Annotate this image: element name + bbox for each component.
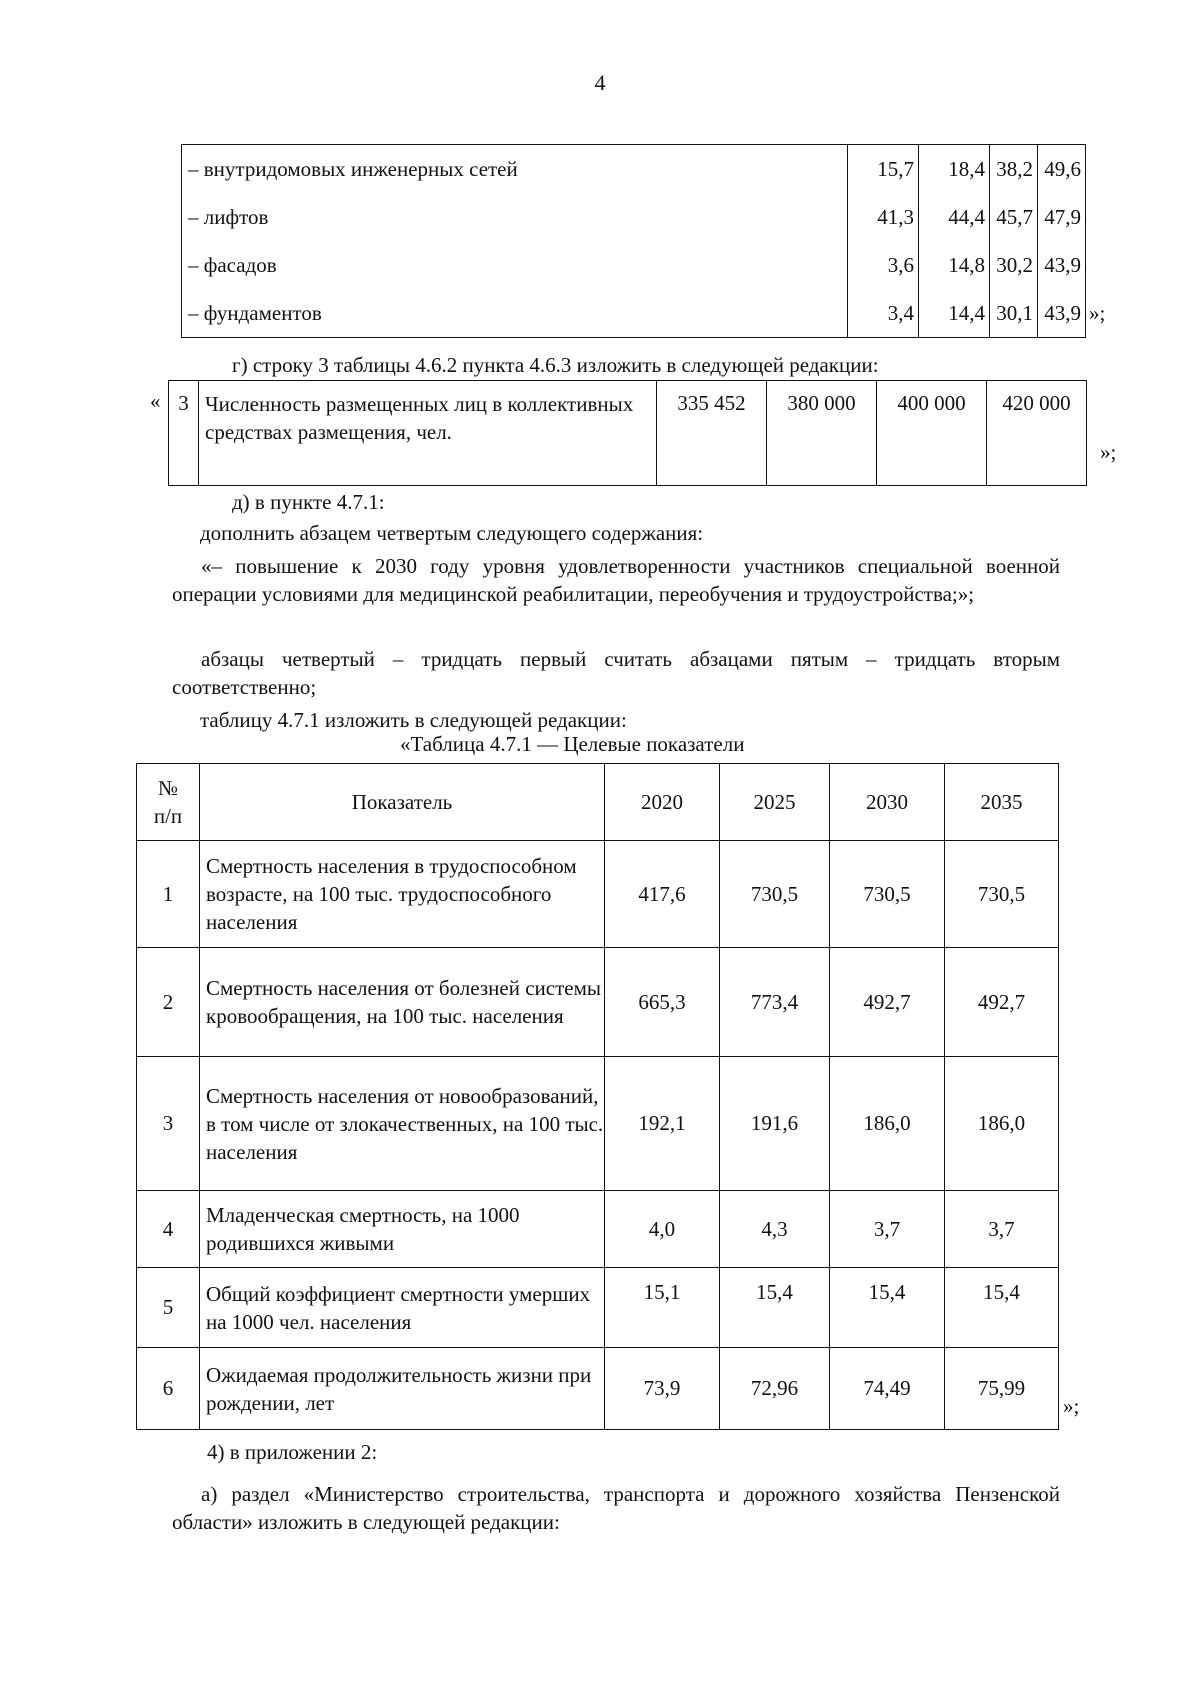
cell-value: 186,0 [830,1057,945,1191]
cell-value: 492,7 [945,948,1059,1057]
cell-value: 492,7 [830,948,945,1057]
cell-value: 43,9 [1038,241,1086,289]
cell-value: 335 452 [657,381,767,486]
cell-value: 18,4 [919,145,990,194]
cell-value: 3,6 [848,241,919,289]
target-indicators-table [136,763,1059,1430]
table-row [182,241,1086,289]
table-row [182,193,1086,241]
table-row [182,145,1086,194]
item-a-paragraph: а) раздел «Министерство строительства, транспорта и дорожного хозяйства Пензенской области» изложить в следующей редакции: [172,1482,1060,1534]
table-row [137,1057,1059,1191]
cell-value: 44,4 [919,193,990,241]
cell-value: 38,2 [990,145,1038,194]
row-number: 2 [137,948,200,1057]
cell-value: 15,4 [830,1268,945,1348]
row-label: – фасадов [182,241,848,289]
item-g-text: г) строку 3 таблицы 4.6.2 пункта 4.6.3 изложить в следующей редакции: [232,353,879,377]
header-year: 2020 [605,764,720,841]
cell-value: 14,4 [919,289,990,338]
cell-value: 72,96 [720,1348,830,1430]
table-row [137,1268,1059,1348]
cell-value: 4,0 [605,1191,720,1268]
cell-value: 49,6 [1038,145,1086,194]
cell-value: 30,2 [990,241,1038,289]
cell-value: 73,9 [605,1348,720,1430]
cell-value: 15,7 [848,145,919,194]
row-label: – фундаментов [182,289,848,338]
cell-value: 186,0 [945,1057,1059,1191]
row-label: Ожидаемая продолжительность жизни при рождении, лет [200,1348,605,1430]
table-row [137,1191,1059,1268]
cell-value: 3,4 [848,289,919,338]
row-label: Общий коэффициент смертности умерших на 1000 чел. населения [200,1268,605,1348]
header-year: 2025 [720,764,830,841]
row-label: Смертность населения от болезней системы кровообращения, на 100 тыс. населения [200,948,605,1057]
row-label: – внутридомовых инженерных сетей [182,145,848,194]
open-quote: « [150,389,161,413]
header-num: № п/п [137,764,200,841]
cell-value: 41,3 [848,193,919,241]
row-number: 1 [137,841,200,948]
row-number: 3 [169,381,199,486]
cell-value: 4,3 [720,1191,830,1268]
cell-value: 75,99 [945,1348,1059,1430]
cell-value: 191,6 [720,1057,830,1191]
cell-value: 3,7 [945,1191,1059,1268]
cell-value: 43,9 [1038,289,1086,338]
row-number: 4 [137,1191,200,1268]
table-title: «Таблица 4.7.1 — Целевые показатели [400,732,745,756]
cell-value: 400 000 [877,381,987,486]
cell-value: 773,4 [720,948,830,1057]
page-number: 4 [594,70,606,95]
item-4-text: 4) в приложении 2: [207,1440,378,1464]
cell-value: 192,1 [605,1057,720,1191]
cell-value: 730,5 [945,841,1059,948]
close-quote: »; [1089,301,1106,325]
renumber-paragraph: абзацы четвертый – тридцать первый считать абзацами пятым – тридцать вторым соответственно; [172,647,1060,699]
quote-paragraph: «– повышение к 2030 году уровня удовлетворенности участников специальной военной операции условиями для медицинской реабилитации, переобучения и трудоустройства;»; [172,554,1060,606]
close-quote: »; [1100,440,1117,464]
row-number: 5 [137,1268,200,1348]
cell-value: 15,1 [605,1268,720,1348]
cell-value: 45,7 [990,193,1038,241]
row3-table [168,380,1087,486]
header-year: 2030 [830,764,945,841]
row-label: – лифтов [182,193,848,241]
row-label: Младенческая смертность, на 1000 родившихся живыми [200,1191,605,1268]
cell-value: 730,5 [830,841,945,948]
cell-value: 417,6 [605,841,720,948]
supplement-text: дополнить абзацем четвертым следующего содержания: [200,521,704,545]
table-row [169,381,1087,486]
header-year: 2035 [945,764,1059,841]
cell-value: 380 000 [767,381,877,486]
cell-value: 14,8 [919,241,990,289]
item-d-text: д) в пункте 4.7.1: [232,490,385,514]
row-label: Смертность населения от новообразований, в том числе от злокачественных, на 100 тыс. населения [200,1057,605,1191]
cell-value: 15,4 [720,1268,830,1348]
cell-value: 420 000 [987,381,1087,486]
cell-value: 47,9 [1038,193,1086,241]
table-row [137,948,1059,1057]
row-number: 6 [137,1348,200,1430]
cell-value: 15,4 [945,1268,1059,1348]
table-intro: таблицу 4.7.1 изложить в следующей редакции: [200,708,627,732]
table-row [182,289,1086,338]
table-row [137,1348,1059,1430]
close-quote: »; [1063,1394,1080,1418]
table-header-row [137,764,1059,841]
row-label: Численность размещенных лиц в коллективных средствах размещения, чел. [199,381,657,486]
cell-value: 3,7 [830,1191,945,1268]
cell-value: 74,49 [830,1348,945,1430]
cell-value: 730,5 [720,841,830,948]
row-number: 3 [137,1057,200,1191]
continued-table [181,144,1086,338]
table-row [137,841,1059,948]
cell-value: 665,3 [605,948,720,1057]
row-label: Смертность населения в трудоспособном возрасте, на 100 тыс. трудоспособного населения [200,841,605,948]
cell-value: 30,1 [990,289,1038,338]
header-indicator: Показатель [200,764,605,841]
